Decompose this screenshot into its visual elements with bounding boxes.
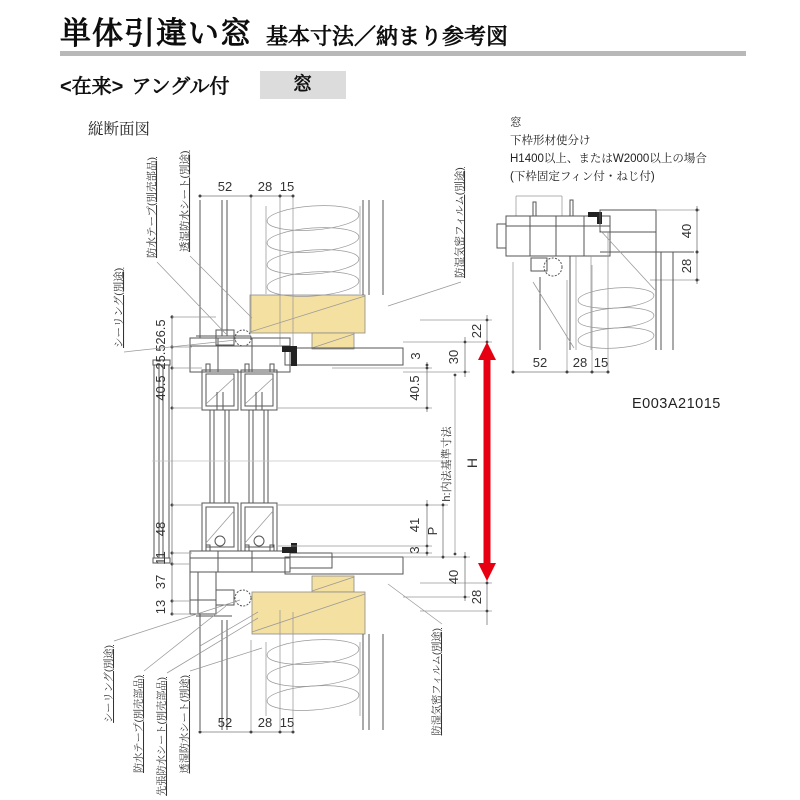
main-drawing bbox=[102, 151, 496, 796]
sash-bottom-rails bbox=[202, 503, 277, 551]
dim-left-37: 37 bbox=[153, 574, 168, 590]
sash-top-rails bbox=[202, 370, 277, 410]
dimensions-top bbox=[199, 179, 295, 198]
dimensions-right bbox=[278, 315, 496, 625]
detail-dim-15: 15 bbox=[593, 355, 609, 370]
dim-right-H: H bbox=[464, 457, 480, 469]
note-line1: 窓 bbox=[510, 117, 522, 129]
detail-hatched-floor bbox=[600, 210, 656, 232]
detail-dim-28b: 28 bbox=[572, 355, 588, 370]
dim-bottom-15: 15 bbox=[279, 715, 295, 730]
dim-top-15: 15 bbox=[279, 179, 295, 194]
hatched-sill-band bbox=[285, 557, 403, 574]
subtitle-badge: 窓 bbox=[260, 71, 346, 99]
drawing-label: 縦断面図 bbox=[88, 121, 151, 138]
callout-sealing-bottom: シーリング(別途) bbox=[104, 645, 115, 723]
detail-fixing-fin bbox=[497, 224, 506, 248]
hatched-head-band bbox=[285, 348, 403, 365]
callout-sheet-top: 透湿防水シート(別途) bbox=[179, 150, 191, 252]
note-line2: 下枠形材使分け bbox=[510, 135, 591, 147]
dimensions-left bbox=[153, 315, 216, 616]
dim-right-30: 30 bbox=[446, 349, 461, 365]
dim-right-41: 41 bbox=[407, 517, 422, 533]
dim-bottom-52: 52 bbox=[217, 715, 233, 730]
detail-drawing bbox=[497, 196, 700, 374]
dim-left-40-5: 40.5 bbox=[153, 375, 168, 401]
dim-right-3-bottom: 3 bbox=[407, 546, 422, 554]
callout-tape-top: 防水テープ(別売部品) bbox=[146, 157, 158, 258]
callout-sheet-bottom: 透湿防水シート(別途) bbox=[180, 675, 191, 774]
dim-top-52: 52 bbox=[217, 179, 233, 194]
window-frame bbox=[152, 330, 452, 614]
detail-sill-body bbox=[506, 216, 610, 256]
dim-left-48: 48 bbox=[153, 521, 168, 537]
dim-left-11: 11 bbox=[153, 551, 168, 565]
dim-right-22: 22 bbox=[469, 323, 484, 339]
wall-bottom bbox=[196, 557, 403, 730]
callout-film-top: 防湿気密フィルム(別途) bbox=[454, 167, 466, 278]
dim-top-28: 28 bbox=[257, 179, 273, 194]
title-main: 単体引違い窓 bbox=[60, 16, 252, 51]
dimensions-bottom bbox=[199, 715, 295, 734]
dim-bottom-28: 28 bbox=[257, 715, 273, 730]
dim-left-13: 13 bbox=[153, 599, 168, 615]
dim-right-h-label: h:内法基準寸法 bbox=[441, 426, 453, 502]
detail-dim-28r: 28 bbox=[679, 258, 694, 274]
height-arrow bbox=[478, 342, 496, 581]
subtitle-type: アングル付 bbox=[131, 76, 230, 98]
callout-tape-bottom: 防水テープ(別売部品) bbox=[134, 675, 145, 773]
detail-dimensions-right bbox=[679, 206, 699, 284]
dim-right-P: P bbox=[425, 526, 440, 536]
dim-right-28: 28 bbox=[469, 589, 484, 605]
note-line4: (下枠固定フィン付・ねじ付) bbox=[510, 171, 655, 183]
subtitle-prefix: <在来> bbox=[60, 76, 124, 98]
backer-rod-bottom bbox=[235, 590, 251, 606]
glass-panes bbox=[210, 410, 268, 503]
detail-insulation bbox=[577, 285, 654, 350]
wall-top bbox=[196, 197, 403, 365]
drawing-code: E003A21015 bbox=[632, 396, 721, 412]
callout-film-bottom: 防湿気密フィルム(別途) bbox=[432, 628, 443, 736]
callout-presheet-bottom: 先張防水シート(別売部品) bbox=[157, 677, 168, 796]
dim-right-40-5: 40.5 bbox=[407, 375, 422, 401]
sill-angle bbox=[282, 543, 297, 553]
detail-dim-52: 52 bbox=[532, 355, 548, 370]
dim-right-40: 40 bbox=[446, 569, 461, 585]
detail-dimensions-bottom bbox=[512, 232, 610, 374]
dim-right-3-top: 3 bbox=[408, 352, 423, 360]
dim-left-25-5: 25.5 bbox=[153, 344, 168, 370]
callout-sealing-top: シーリング(別途) bbox=[113, 267, 125, 348]
note-line3: H1400以上、またはW2000以上の場合 bbox=[510, 153, 707, 165]
dim-left-26-5: 26.5 bbox=[153, 319, 168, 345]
title-sub: 基本寸法／納まり参考図 bbox=[266, 24, 509, 49]
detail-dim-40: 40 bbox=[679, 223, 694, 239]
